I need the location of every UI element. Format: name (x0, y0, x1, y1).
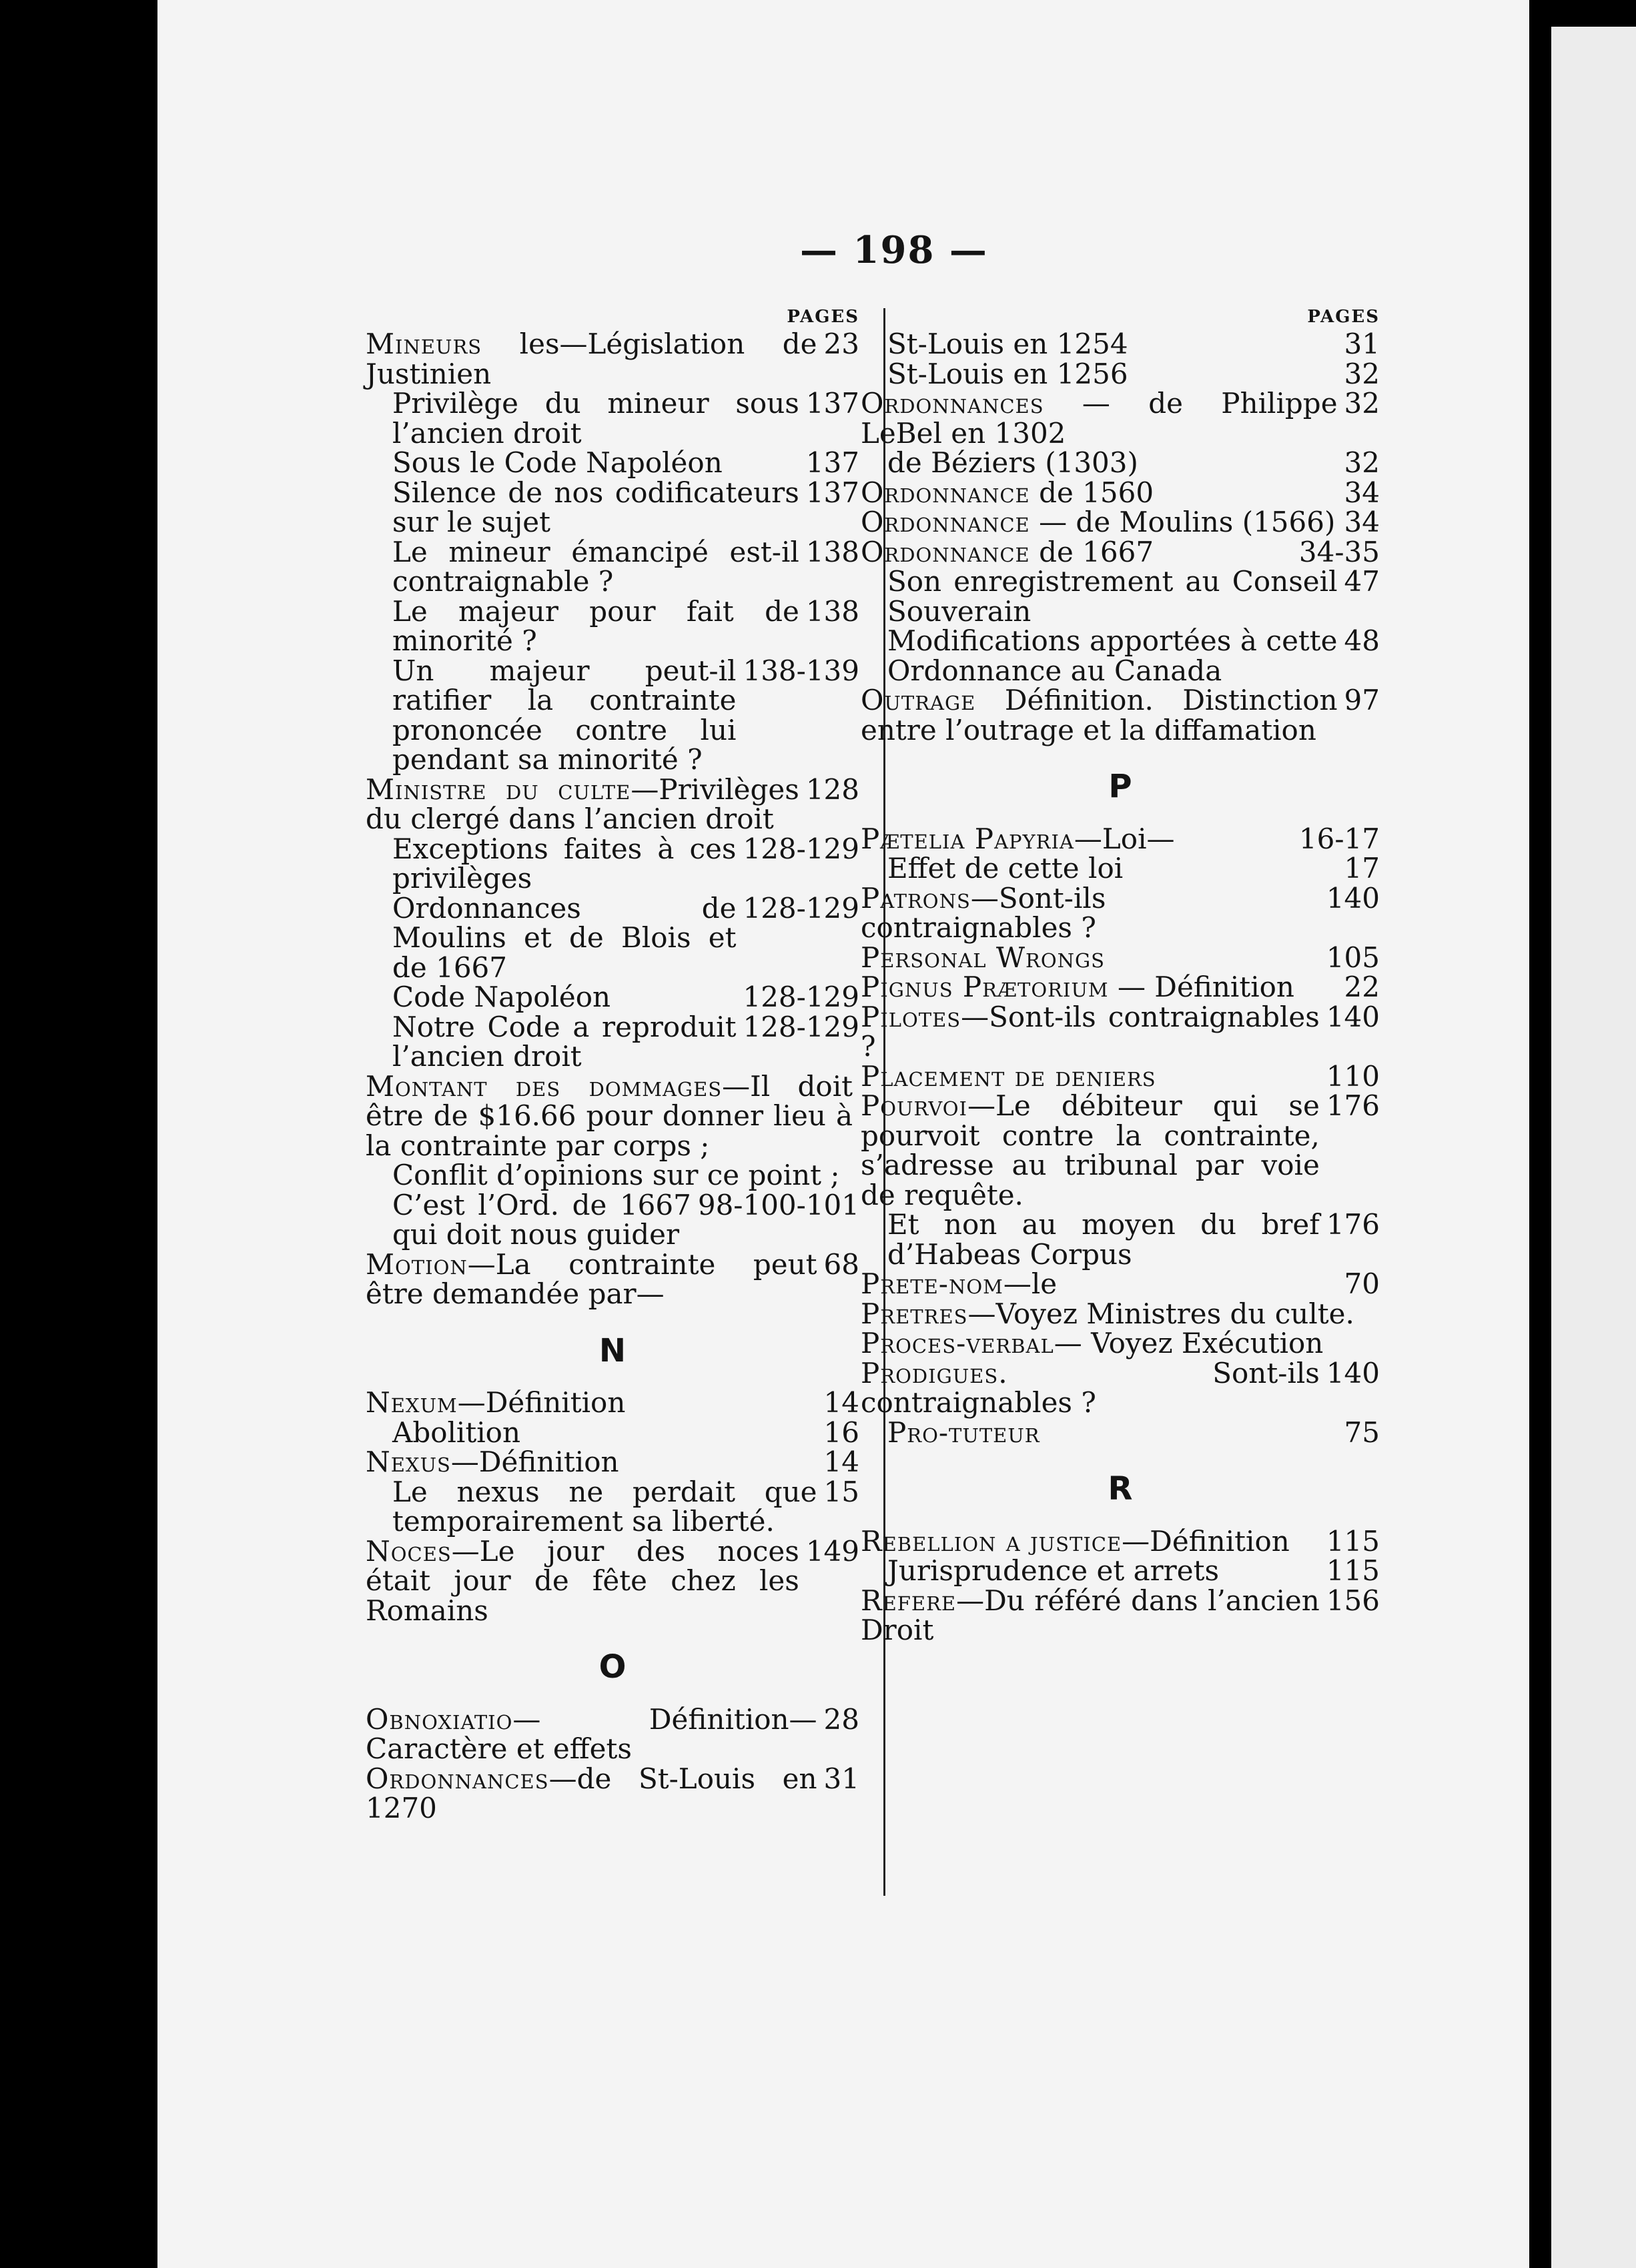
entry-page-ref: 138 (805, 594, 859, 628)
entry-page-ref: 23 (823, 328, 859, 360)
entry-description: St-Louis en 1256 (887, 357, 1128, 390)
entry-page-ref: 140 (1326, 881, 1380, 915)
entry-page-ref: 137 (805, 446, 859, 479)
entry-page-ref: 128 (805, 772, 859, 806)
index-entry (861, 535, 1380, 568)
entry-page-ref: 128-129 (743, 981, 859, 1013)
entry-description: Modifications apportées à cette Ordonnance au Canada (887, 624, 1338, 687)
entry-description: — Voyez Exécution (1054, 1327, 1324, 1359)
entry-headword: Ordonnances (861, 387, 1044, 420)
entry-page-ref: 176 (1326, 1089, 1380, 1122)
entry-description: Sous le Code Napoléon (392, 446, 723, 479)
entry-description: —La contrainte peut être demandée par— (366, 1247, 817, 1310)
entry-text (366, 1702, 824, 1765)
index-entry (861, 1210, 1380, 1269)
entry-text (366, 1448, 824, 1478)
entry-text (366, 772, 806, 835)
entry-headword: Pilotes (861, 1000, 961, 1033)
index-entry (366, 772, 859, 835)
index-entry (366, 1188, 859, 1251)
pages-label: PAGES (787, 307, 859, 327)
entry-text (887, 357, 1344, 390)
entry-description: Le mineur émancipé est-il contraignable ? (392, 535, 799, 598)
index-entry (861, 854, 1380, 884)
entry-description: Sont-ils contraignables ? (861, 1356, 1320, 1419)
index-entry (861, 1269, 1380, 1299)
entry-description: Conflit d’opinions sur ce point ; (392, 1159, 840, 1191)
entry-description: Privilège du mineur sous l’ancien droit (392, 387, 799, 450)
entry-page-ref: 32 (1344, 387, 1380, 420)
entry-description: —Voyez Ministres du culte. (967, 1297, 1354, 1330)
entry-headword: Personal Wrongs (861, 941, 1106, 974)
entry-headword: Pourvoi (861, 1089, 967, 1122)
entry-description: — Définition (1108, 971, 1294, 1003)
entry-page-ref: 68 (823, 1247, 859, 1281)
entry-headword: Noces (366, 1534, 452, 1568)
entry-text (366, 1764, 824, 1824)
entry-page-ref: 128-129 (743, 891, 859, 925)
entry-text (861, 686, 1344, 745)
index-entry (366, 1475, 859, 1538)
entry-text (861, 1329, 1380, 1359)
entry-text (861, 1524, 1326, 1558)
index-entry (861, 1556, 1380, 1586)
entry-text (861, 943, 1326, 973)
entry-description: —Le débiteur qui se pourvoit contre la contrainte, s’adresse au tribunal par voie de requête. (861, 1089, 1320, 1211)
index-entry (861, 330, 1380, 360)
entry-description: — de Philippe LeBel en 1302 (861, 387, 1338, 450)
entry-description: —Définition (457, 1386, 626, 1419)
entry-text (887, 330, 1344, 360)
entry-headword: Pro-tuteur (887, 1415, 1040, 1449)
entry-text (861, 824, 1299, 855)
entry-text (887, 567, 1344, 626)
entry-description: —Le jour des noces était jour de fête chez les Romains (366, 1534, 799, 1627)
entry-text (392, 478, 806, 538)
index-entry (366, 1069, 859, 1162)
entry-text (887, 1415, 1344, 1449)
entry-text (366, 330, 824, 389)
entry-text (887, 1210, 1326, 1269)
entry-page-ref: 31 (1344, 328, 1380, 360)
entry-page-ref: 75 (1344, 1415, 1380, 1449)
entry-text (861, 389, 1344, 448)
entry-text (392, 594, 806, 657)
index-entry (861, 448, 1380, 478)
index-entry (861, 357, 1380, 390)
entry-description: Notre Code a reproduit l’ancien droit (392, 1010, 737, 1073)
entry-page-ref: 137 (805, 387, 859, 420)
index-entry (366, 1010, 859, 1073)
index-entry (861, 1091, 1380, 1210)
entry-text (861, 1356, 1326, 1419)
entry-headword: Placement de deniers (861, 1059, 1156, 1093)
entry-page-ref: 34 (1344, 476, 1380, 509)
entry-page-ref: 16 (823, 1415, 859, 1449)
section-letter: R (1108, 1470, 1133, 1508)
entry-description: —Sont-ils contraignables ? (861, 1000, 1320, 1063)
entry-headword: Nexum (366, 1386, 458, 1419)
entry-page-ref: 138-139 (743, 654, 859, 687)
entry-text (366, 1247, 824, 1310)
entry-description: Définition. Distinction entre l’outrage et la diffamation (861, 684, 1338, 746)
entry-text (366, 1534, 806, 1627)
entry-description: —le (1003, 1267, 1058, 1300)
entry-text (392, 448, 806, 478)
entry-page-ref: 14 (823, 1386, 859, 1419)
entry-description: les—Législation de Justinien (366, 328, 817, 390)
section-letter: O (598, 1648, 627, 1686)
entry-page-ref: 48 (1344, 624, 1380, 657)
index-entry (366, 1388, 859, 1418)
entry-page-ref: 15 (823, 1475, 859, 1508)
index-entry (861, 1415, 1380, 1449)
entry-headword: Obnoxiatio (366, 1702, 513, 1736)
entry-text (861, 881, 1326, 944)
entry-page-ref: 138 (805, 535, 859, 568)
index-entry (366, 1415, 859, 1449)
entry-text (887, 854, 1344, 884)
entry-page-ref: 16-17 (1298, 822, 1380, 855)
index-column-left (366, 307, 859, 1824)
entry-text (861, 478, 1344, 508)
index-column-right (861, 307, 1380, 1646)
entry-headword: Outrage (861, 684, 976, 716)
entry-description: Silence de nos codificateurs sur le sujet (392, 476, 799, 538)
entry-page-ref: 31 (823, 1762, 859, 1795)
entry-page-ref: 140 (1326, 1356, 1380, 1389)
index-entry (861, 567, 1380, 626)
index-entry (366, 891, 859, 984)
index-entry (861, 626, 1380, 686)
entry-description: Son enregistrement au Conseil Souverain (887, 565, 1338, 628)
facing-page-edge (1551, 27, 1636, 2268)
entry-headword: Ordonnance (861, 476, 1030, 509)
entry-text (861, 973, 1344, 1003)
index-entry (861, 881, 1380, 944)
entry-page-ref: 97 (1344, 684, 1380, 716)
index-entry (861, 1586, 1380, 1646)
entry-page-ref: 32 (1344, 446, 1380, 479)
index-entry (861, 824, 1380, 855)
entry-page-ref: 28 (823, 1702, 859, 1736)
entry-page-ref: 105 (1326, 941, 1380, 974)
entry-description: Un majeur peut-il ratifier la contrainte prononcée contre lui pendant sa minorité ? (392, 654, 737, 776)
entry-headword: Prete-nom (861, 1267, 1003, 1300)
entry-text (366, 1388, 824, 1418)
entry-description: —Définition (450, 1446, 619, 1478)
entry-page-ref: 115 (1326, 1524, 1380, 1558)
entry-description: —Il doit être de $16.66 pour donner lieu à la contrainte par corps ; (366, 1069, 853, 1162)
entry-description: St-Louis en 1254 (887, 328, 1128, 360)
entry-text (392, 834, 743, 894)
entry-page-ref: 22 (1344, 971, 1380, 1003)
index-entry (366, 594, 859, 657)
entry-text (392, 1010, 743, 1073)
entry-text (861, 508, 1344, 538)
index-entry (861, 1356, 1380, 1419)
index-entry (366, 1702, 859, 1765)
index-entry (861, 1299, 1380, 1329)
index-entry (861, 1524, 1380, 1558)
entry-headword: Nexus (366, 1446, 451, 1478)
entry-headword: Refere (861, 1584, 957, 1617)
entry-headword: Patrons (861, 881, 971, 915)
entry-description: —de St-Louis en 1270 (366, 1762, 817, 1824)
entry-page-ref: 128-129 (743, 1010, 859, 1043)
entry-text (887, 448, 1344, 478)
entry-page-ref: 47 (1344, 565, 1380, 598)
entry-headword: Rebellion a justice (861, 1524, 1122, 1558)
entry-page-ref: 156 (1326, 1584, 1380, 1617)
entry-text (887, 626, 1344, 686)
entry-page-ref: 34 (1344, 506, 1380, 538)
entry-page-ref: 115 (1326, 1554, 1380, 1587)
entry-text (887, 1556, 1326, 1586)
entry-page-ref: 14 (823, 1446, 859, 1478)
index-entry (861, 1000, 1380, 1063)
entry-description: Jurisprudence et arrets (887, 1554, 1220, 1587)
entry-headword: Pætelia Papyria (861, 822, 1074, 855)
entry-description: —Privilèges du clergé dans l’ancien droit (366, 772, 799, 835)
entry-description: Code Napoléon (392, 981, 611, 1013)
index-entry (366, 330, 859, 389)
entry-description: Exceptions faites à ces privilèges (392, 832, 737, 895)
index-entry (861, 1329, 1380, 1359)
entry-page-ref: 140 (1326, 1000, 1380, 1033)
entry-description: Ordonnances de Moulins et de Blois et de 1667 (392, 891, 737, 984)
entry-text (861, 1586, 1326, 1646)
entry-description: C’est l’Ord. de 1667 qui doit nous guider (392, 1188, 691, 1251)
entry-headword: Proces-verbal (861, 1327, 1054, 1359)
entry-headword: Ministre du culte (366, 772, 631, 806)
index-entry (861, 973, 1380, 1003)
entry-description: de Béziers (1303) (887, 446, 1138, 479)
entry-headword: Pignus Prætorium (861, 971, 1109, 1003)
entry-description: — Définition—Caractère et effets (366, 1702, 817, 1765)
entry-headword: Ordonnance (861, 506, 1030, 538)
entry-page-ref: 17 (1344, 852, 1380, 885)
entry-text (392, 535, 806, 598)
index-entry (366, 389, 859, 448)
entry-description: — de Moulins (1566) (1030, 506, 1336, 538)
entry-page-ref: 34-35 (1298, 535, 1380, 568)
entry-page-ref: 98-100-101 (697, 1188, 859, 1221)
entry-text (392, 1415, 824, 1449)
entry-page-ref: 32 (1344, 357, 1380, 390)
page-number: — 198 — (800, 228, 988, 272)
entry-headword: Ordonnances (366, 1762, 549, 1795)
page-gutter (1531, 0, 1535, 2268)
index-entry (366, 1247, 859, 1310)
index-entry (861, 478, 1380, 508)
pages-label: PAGES (1307, 307, 1380, 327)
entry-headword: Ordonnance (861, 535, 1030, 568)
entry-text (392, 891, 743, 984)
index-entry (366, 448, 859, 478)
entry-text (392, 1188, 698, 1251)
entry-headword: Pretres (861, 1297, 968, 1330)
entry-headword: Motion (366, 1247, 468, 1281)
entry-description: Le nexus ne perdait que temporairement sa liberté. (392, 1475, 817, 1538)
index-entry (366, 1764, 859, 1824)
entry-description: Effet de cette loi (887, 852, 1124, 885)
entry-description: —Sont-ils contraignables ? (861, 881, 1106, 944)
index-entry (366, 478, 859, 538)
entry-headword: Mineurs (366, 328, 482, 360)
right-entries (861, 330, 1380, 1646)
left-entries (366, 330, 859, 1824)
entry-description: Et non au moyen du bref d’Habeas Corpus (887, 1208, 1320, 1271)
entry-page-ref: 110 (1326, 1059, 1380, 1093)
entry-description: —Définition (1122, 1524, 1290, 1558)
entry-text (861, 1299, 1380, 1329)
entry-page-ref: 128-129 (743, 832, 859, 865)
index-entry (366, 535, 859, 598)
entry-text (392, 1161, 859, 1191)
entry-text (392, 656, 743, 775)
entry-text (392, 389, 806, 448)
index-entry (366, 1534, 859, 1627)
entry-text (861, 1059, 1326, 1093)
index-entry (366, 983, 859, 1013)
index-entry (861, 389, 1380, 448)
entry-text (861, 1000, 1326, 1063)
entry-description: —Loi— (1074, 822, 1175, 855)
entry-description: de 1667 (1030, 535, 1154, 568)
index-entry (861, 1059, 1380, 1093)
entry-headword: Montant des dommages (366, 1069, 723, 1103)
entry-page-ref: 137 (805, 476, 859, 509)
section-letter: P (1108, 768, 1132, 805)
index-entry (861, 508, 1380, 538)
entry-description: Abolition (392, 1415, 521, 1449)
entry-text (861, 535, 1299, 568)
entry-text (366, 1069, 859, 1162)
entry-page-ref: 149 (805, 1534, 859, 1568)
entry-page-ref: 70 (1344, 1267, 1380, 1300)
index-entry (366, 834, 859, 894)
index-entry (366, 1161, 859, 1191)
entry-headword: Prodigues. (861, 1356, 1008, 1389)
entry-page-ref: 176 (1326, 1208, 1380, 1241)
entry-description: —Du référé dans l’ancien Droit (861, 1584, 1320, 1646)
index-entry (861, 943, 1380, 973)
entry-text (392, 1475, 824, 1538)
index-entry (861, 686, 1380, 745)
index-entry (366, 1448, 859, 1478)
entry-description: Le majeur pour fait de minorité ? (392, 594, 799, 657)
entry-text (392, 983, 743, 1013)
index-entry (366, 656, 859, 775)
section-letter: N (598, 1331, 627, 1369)
entry-text (861, 1269, 1344, 1299)
entry-description: de 1560 (1030, 476, 1154, 509)
entry-text (861, 1091, 1326, 1210)
